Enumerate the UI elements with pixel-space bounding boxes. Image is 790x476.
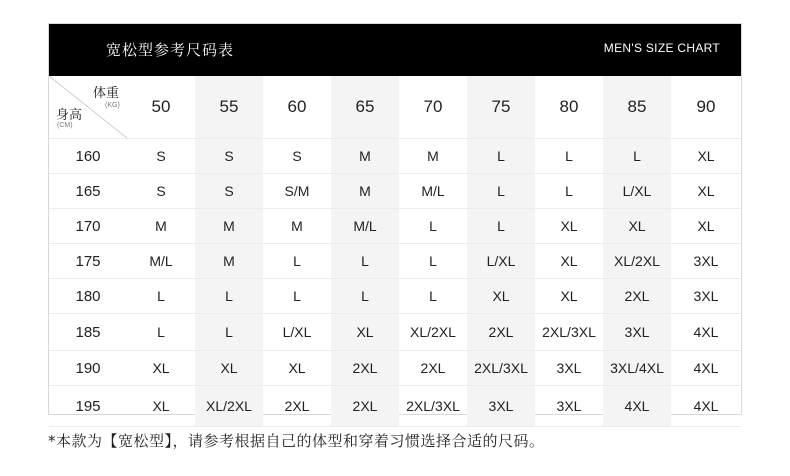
size-cell: M/L bbox=[127, 244, 195, 279]
size-cell: XL bbox=[195, 351, 263, 386]
size-cell: 4XL bbox=[671, 314, 741, 351]
weight-header: 60 bbox=[263, 76, 331, 139]
height-cell: 190 bbox=[49, 351, 127, 386]
size-cell: M/L bbox=[331, 209, 399, 244]
table-row bbox=[49, 351, 741, 386]
weight-header: 70 bbox=[399, 76, 467, 139]
size-cell: 3XL bbox=[535, 386, 603, 427]
size-cell: L bbox=[195, 314, 263, 351]
weight-header: 85 bbox=[603, 76, 671, 139]
table-row bbox=[49, 174, 741, 209]
size-cell: L bbox=[535, 139, 603, 174]
chart-title-en: MEN'S SIZE CHART bbox=[603, 41, 720, 55]
size-cell: L bbox=[263, 244, 331, 279]
size-cell: L bbox=[603, 139, 671, 174]
size-cell: 2XL bbox=[263, 386, 331, 427]
size-cell: M bbox=[331, 174, 399, 209]
size-cell: 3XL bbox=[671, 244, 741, 279]
height-unit: (CM) bbox=[57, 122, 73, 129]
size-cell: L bbox=[331, 279, 399, 314]
size-cell: XL bbox=[535, 244, 603, 279]
size-cell: M bbox=[331, 139, 399, 174]
weight-header: 55 bbox=[195, 76, 263, 139]
size-cell: L bbox=[399, 209, 467, 244]
size-cell: S bbox=[263, 139, 331, 174]
size-cell: 2XL bbox=[603, 279, 671, 314]
size-cell: XL bbox=[127, 351, 195, 386]
size-cell: 4XL bbox=[671, 351, 741, 386]
table-row bbox=[49, 314, 741, 351]
table-row bbox=[49, 139, 741, 174]
size-table bbox=[49, 76, 741, 427]
weight-header: 50 bbox=[127, 76, 195, 139]
corner-cell bbox=[49, 76, 127, 139]
size-cell: 3XL bbox=[467, 386, 535, 427]
table-row bbox=[49, 279, 741, 314]
size-cell: XL bbox=[535, 209, 603, 244]
size-cell: S bbox=[195, 139, 263, 174]
size-cell: S bbox=[195, 174, 263, 209]
height-cell: 180 bbox=[49, 279, 127, 314]
weight-unit: (KG) bbox=[105, 102, 120, 109]
weight-header: 80 bbox=[535, 76, 603, 139]
height-cell: 175 bbox=[49, 244, 127, 279]
fit-note: *本款为【宽松型】，请参考根据自己的体型和穿着习惯选择合适的尺码。 bbox=[48, 432, 545, 450]
size-cell: XL/2XL bbox=[399, 314, 467, 351]
size-cell: XL bbox=[331, 314, 399, 351]
size-cell: 3XL bbox=[535, 351, 603, 386]
size-cell: 2XL bbox=[467, 314, 535, 351]
size-cell: S bbox=[127, 139, 195, 174]
size-cell: 3XL/4XL bbox=[603, 351, 671, 386]
size-cell: L bbox=[399, 244, 467, 279]
size-cell: 2XL bbox=[331, 351, 399, 386]
size-cell: XL/2XL bbox=[195, 386, 263, 427]
size-cell: XL/2XL bbox=[603, 244, 671, 279]
height-cell: 160 bbox=[49, 139, 127, 174]
size-cell: L/XL bbox=[603, 174, 671, 209]
size-cell: XL bbox=[467, 279, 535, 314]
size-cell: L bbox=[195, 279, 263, 314]
size-cell: L bbox=[467, 209, 535, 244]
size-cell: L/XL bbox=[467, 244, 535, 279]
height-cell: 170 bbox=[49, 209, 127, 244]
size-cell: XL bbox=[671, 139, 741, 174]
size-cell: XL bbox=[263, 351, 331, 386]
size-cell: M bbox=[399, 139, 467, 174]
size-cell: S bbox=[127, 174, 195, 209]
size-cell: M bbox=[195, 244, 263, 279]
weight-header: 65 bbox=[331, 76, 399, 139]
weight-header: 75 bbox=[467, 76, 535, 139]
size-cell: XL bbox=[535, 279, 603, 314]
table-row bbox=[49, 244, 741, 279]
size-cell: 3XL bbox=[671, 279, 741, 314]
chart-header bbox=[49, 24, 741, 76]
size-cell: L/XL bbox=[263, 314, 331, 351]
height-cell: 165 bbox=[49, 174, 127, 209]
weight-header: 90 bbox=[671, 76, 741, 139]
size-chart bbox=[48, 23, 742, 415]
size-cell: XL bbox=[671, 209, 741, 244]
size-cell: XL bbox=[671, 174, 741, 209]
size-cell: L bbox=[535, 174, 603, 209]
chart-title: 宽松型参考尺码表 bbox=[106, 41, 235, 59]
size-cell: L bbox=[399, 279, 467, 314]
height-cell: 185 bbox=[49, 314, 127, 351]
size-cell: M/L bbox=[399, 174, 467, 209]
size-cell: 2XL/3XL bbox=[399, 386, 467, 427]
weight-header-row bbox=[49, 76, 741, 139]
height-cell: 195 bbox=[49, 386, 127, 427]
size-cell: M bbox=[263, 209, 331, 244]
table-row bbox=[49, 386, 741, 427]
weight-label: 体重 bbox=[93, 85, 120, 100]
size-cell: M bbox=[195, 209, 263, 244]
size-cell: L bbox=[467, 139, 535, 174]
size-cell: L bbox=[127, 314, 195, 351]
size-cell: S/M bbox=[263, 174, 331, 209]
size-cell: 2XL bbox=[399, 351, 467, 386]
size-cell: 4XL bbox=[671, 386, 741, 427]
size-cell: M bbox=[127, 209, 195, 244]
size-cell: L bbox=[127, 279, 195, 314]
size-cell: L bbox=[331, 244, 399, 279]
size-cell: 3XL bbox=[603, 314, 671, 351]
size-cell: 2XL bbox=[331, 386, 399, 427]
size-cell: L bbox=[263, 279, 331, 314]
size-cell: L bbox=[467, 174, 535, 209]
size-cell: XL bbox=[127, 386, 195, 427]
size-cell: 4XL bbox=[603, 386, 671, 427]
size-cell: 2XL/3XL bbox=[535, 314, 603, 351]
table-row bbox=[49, 209, 741, 244]
size-cell: XL bbox=[603, 209, 671, 244]
height-label: 身高 bbox=[56, 107, 83, 122]
size-cell: 2XL/3XL bbox=[467, 351, 535, 386]
